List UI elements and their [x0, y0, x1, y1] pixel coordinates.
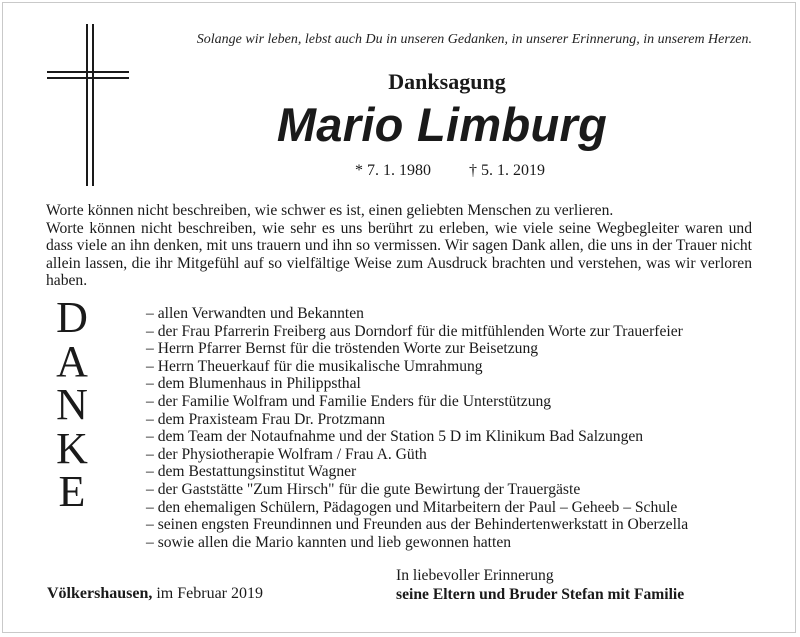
thanks-item: – Herrn Theuerkauf für die musikalische Umrahmung — [146, 357, 483, 375]
deceased-name: Mario Limburg — [276, 98, 608, 151]
life-dates — [300, 162, 600, 180]
thanks-item: – der Physiotherapie Wolfram / Frau A. Güth — [146, 445, 427, 463]
thanks-item: – dem Blumenhaus in Philippsthal — [146, 375, 361, 393]
danke-letter: D — [56, 293, 88, 342]
thanks-item: – dem Team der Notaufnahme und der Station 5 D im Klinikum Bad Salzungen — [146, 428, 644, 446]
latin-cross-icon — [47, 24, 129, 186]
place: Völkershausen, — [47, 585, 153, 602]
thanks-item: – sowie allen die Mario kannten und lieb gewonnen hatten — [146, 533, 512, 551]
thanks-item: – der Familie Wolfram und Familie Enders für die Unterstützung — [146, 392, 552, 410]
thanks-item: – dem Praxisteam Frau Dr. Protzmann — [146, 410, 386, 428]
danke-letter: A — [56, 336, 88, 386]
thanks-item: – dem Bestattungsinstitut Wagner — [146, 463, 357, 481]
paragraph: Worte können nicht beschreiben, wie schwer es ist, einen geliebten Menschen zu verlieren. — [46, 202, 614, 219]
birth-date: * 7. 1. 1980 — [355, 162, 431, 179]
paragraph: Worte können nicht beschreiben, wie sehr es uns berührt zu erleben, wie viele seine Wegbegleiter waren und dass viele an ihn denken, mit uns trauern und ihn so vermissen. Wir sagen Dank allen, die uns in der Trauer nicht allein lassen, die ihr Mitgefühl auf so vielfältige Weise zum Ausdruck brachten und verstehen, was wir verloren haben. — [46, 219, 752, 290]
thanks-list — [146, 305, 766, 551]
thanks-item: – Herrn Pfarrer Bernst für die tröstenden Worte zur Beisetzung — [146, 340, 539, 358]
death-date: † 5. 1. 2019 — [469, 162, 545, 179]
danke-letter: K — [56, 423, 88, 473]
danke-vertical — [47, 293, 97, 516]
closing-line: In liebevoller Erinnerung — [396, 567, 554, 584]
notice-heading: Danksagung — [388, 69, 506, 94]
motto: Solange wir leben, lebst auch Du in unseren Gedanken, in unserer Erinnerung, in unserem Herzen. — [196, 32, 752, 47]
thanks-item: – der Gaststätte "Zum Hirsch" für die gute Bewirtung der Trauergäste — [146, 480, 581, 498]
signature: seine Eltern und Bruder Stefan mit Familie — [396, 586, 685, 603]
thanks-item: – seinen engsten Freundinnen und Freunden aus der Behindertenwerkstatt in Oberzella — [146, 516, 689, 534]
date: im Februar 2019 — [156, 585, 264, 602]
closing — [396, 566, 684, 604]
thanks-item: – den ehemaligen Schülern, Pädagogen und Mitarbeitern der Paul – Geheeb – Schule — [146, 498, 678, 516]
notice-text — [46, 202, 752, 290]
danke-letter: N — [56, 380, 88, 429]
thanks-item: – der Frau Pfarrerin Freiberg aus Dorndorf für die mitfühlenden Worte zur Trauerfeier — [146, 322, 683, 340]
place-and-date — [47, 585, 263, 603]
danke-letter: E — [58, 467, 86, 516]
thanks-item: – allen Verwandten und Bekannten — [146, 305, 364, 322]
